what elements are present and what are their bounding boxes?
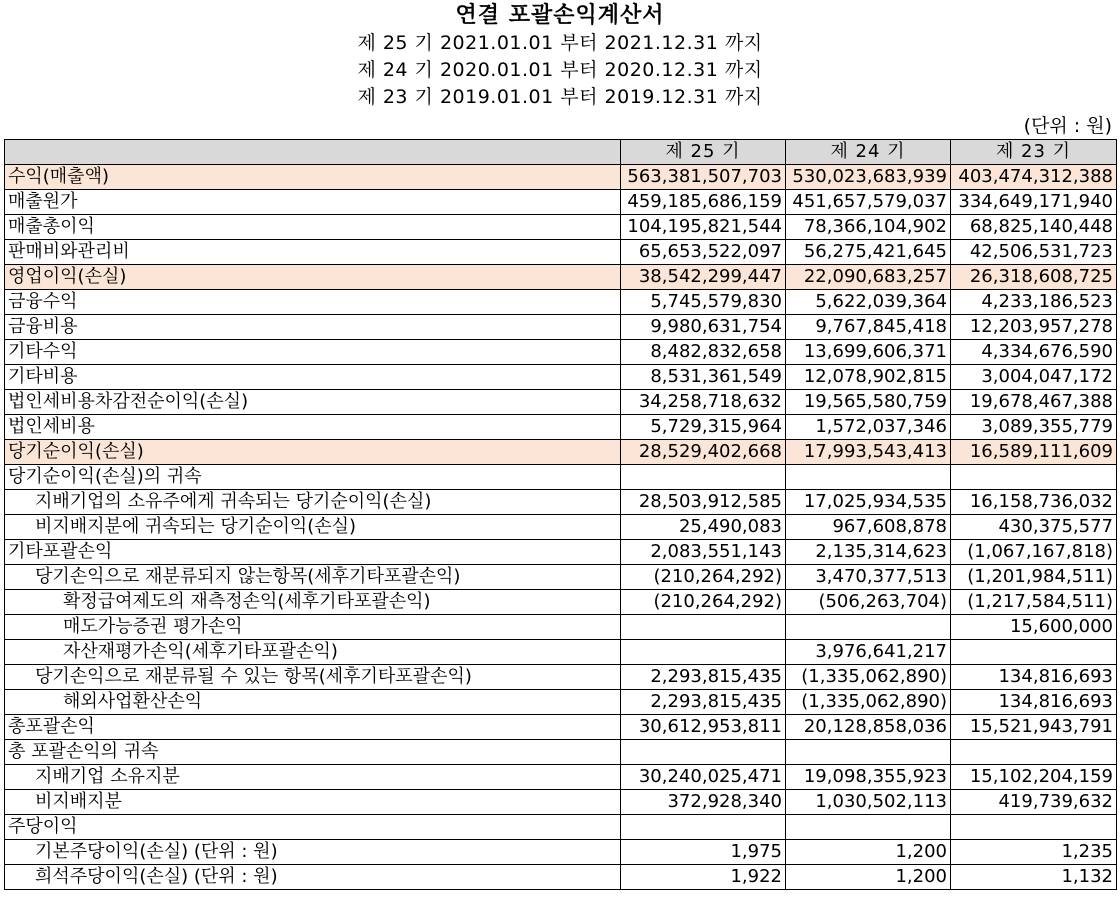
value-period-23: 4,334,676,590 [951, 340, 1117, 365]
value-period-24: 78,366,104,902 [786, 215, 951, 240]
value-period-24: 20,128,858,036 [786, 715, 951, 740]
row-label: 비지배지분 [5, 790, 621, 815]
table-row [5, 190, 1117, 215]
period-line-24: 제 24 기 2020.01.01 부터 2020.12.31 까지 [357, 59, 763, 81]
value-period-23: 68,825,140,448 [951, 215, 1117, 240]
value-period-23: 26,318,608,725 [951, 265, 1117, 290]
table-row [5, 715, 1117, 740]
value-period-23: 4,233,186,523 [951, 290, 1117, 315]
value-period-24: 13,699,606,371 [786, 340, 951, 365]
row-label: 주당이익 [5, 815, 621, 840]
value-period-25: 1,922 [621, 865, 786, 890]
table-row [5, 240, 1117, 265]
value-period-24: 2,135,314,623 [786, 540, 951, 565]
table-row [5, 815, 1117, 840]
table-body [5, 165, 1117, 890]
row-label: 법인세비용차감전순이익(손실) [5, 390, 621, 415]
table-row [5, 215, 1117, 240]
table-row [5, 365, 1117, 390]
value-period-23: 403,474,312,388 [951, 165, 1117, 190]
value-period-23: 15,102,204,159 [951, 765, 1117, 790]
value-period-24: (1,335,062,890) [786, 690, 951, 715]
value-period-25: 372,928,340 [621, 790, 786, 815]
value-period-24: 1,200 [786, 865, 951, 890]
value-period-25: 2,083,551,143 [621, 540, 786, 565]
row-label: 기타비용 [5, 365, 621, 390]
row-label: 확정급여제도의 재측정손익(세후기타포괄손익) [5, 590, 621, 615]
value-period-23: 3,089,355,779 [951, 415, 1117, 440]
value-period-23: (1,201,984,511) [951, 565, 1117, 590]
value-period-23: 419,739,632 [951, 790, 1117, 815]
value-period-25: 25,490,083 [621, 515, 786, 540]
value-period-24: 967,608,878 [786, 515, 951, 540]
row-label: 지배기업 소유지분 [5, 765, 621, 790]
value-period-24: 17,025,934,535 [786, 490, 951, 515]
value-period-24: 19,565,580,759 [786, 390, 951, 415]
table-row [5, 515, 1117, 540]
value-period-23 [951, 640, 1117, 665]
value-period-25: 1,975 [621, 840, 786, 865]
table-row [5, 640, 1117, 665]
value-period-24: 1,200 [786, 840, 951, 865]
value-period-24: 1,572,037,346 [786, 415, 951, 440]
row-label: 해외사업환산손익 [5, 690, 621, 715]
value-period-25: 563,381,507,703 [621, 165, 786, 190]
value-period-25: 2,293,815,435 [621, 690, 786, 715]
value-period-23: (1,217,584,511) [951, 590, 1117, 615]
value-period-25: 34,258,718,632 [621, 390, 786, 415]
value-period-25: 5,745,579,830 [621, 290, 786, 315]
value-period-25 [621, 740, 786, 765]
value-period-24: 19,098,355,923 [786, 765, 951, 790]
table-row [5, 390, 1117, 415]
value-period-23: 15,521,943,791 [951, 715, 1117, 740]
row-label: 희석주당이익(손실) (단위 : 원) [5, 865, 621, 890]
value-period-24: 3,470,377,513 [786, 565, 951, 590]
value-period-23: 12,203,957,278 [951, 315, 1117, 340]
table-row [5, 265, 1117, 290]
row-label: 매출총이익 [5, 215, 621, 240]
value-period-23: 3,004,047,172 [951, 365, 1117, 390]
document-title: 연결 포괄손익계산서 [455, 3, 665, 28]
value-period-23: 16,589,111,609 [951, 440, 1117, 465]
table-row [5, 290, 1117, 315]
header-item [5, 140, 621, 165]
row-label: 수익(매출액) [5, 165, 621, 190]
row-label: 지배기업의 소유주에게 귀속되는 당기순이익(손실) [5, 490, 621, 515]
value-period-23: 334,649,171,940 [951, 190, 1117, 215]
row-label: 매도가능증권 평가손익 [5, 615, 621, 640]
value-period-23: 42,506,531,723 [951, 240, 1117, 265]
value-period-23: (1,067,167,818) [951, 540, 1117, 565]
value-period-24: (1,335,062,890) [786, 665, 951, 690]
row-label: 당기손익으로 재분류될 수 있는 항목(세후기타포괄손익) [5, 665, 621, 690]
table-row [5, 440, 1117, 465]
value-period-24: 9,767,845,418 [786, 315, 951, 340]
value-period-24: 451,657,579,037 [786, 190, 951, 215]
header-period-23: 제 23 기 [951, 140, 1117, 165]
value-period-25: 459,185,686,159 [621, 190, 786, 215]
row-label: 기타포괄손익 [5, 540, 621, 565]
row-label: 당기순이익(손실) [5, 440, 621, 465]
period-line-25: 제 25 기 2021.01.01 부터 2021.12.31 까지 [357, 32, 763, 54]
table-row [5, 540, 1117, 565]
table-row [5, 340, 1117, 365]
table-header-row [5, 140, 1117, 165]
unit-label: (단위 : 원) [1023, 115, 1112, 137]
table-row [5, 615, 1117, 640]
value-period-23 [951, 815, 1117, 840]
table-row [5, 165, 1117, 190]
value-period-25: (210,264,292) [621, 565, 786, 590]
value-period-23 [951, 740, 1117, 765]
row-label: 당기순이익(손실)의 귀속 [5, 465, 621, 490]
value-period-24: 17,993,543,413 [786, 440, 951, 465]
value-period-25: 104,195,821,544 [621, 215, 786, 240]
table-row [5, 765, 1117, 790]
value-period-24: 1,030,502,113 [786, 790, 951, 815]
value-period-23: 1,132 [951, 865, 1117, 890]
income-statement-table [4, 139, 1117, 890]
row-label: 총 포괄손익의 귀속 [5, 740, 621, 765]
value-period-25: 30,240,025,471 [621, 765, 786, 790]
header-period-25: 제 25 기 [621, 140, 786, 165]
row-label: 판매비와관리비 [5, 240, 621, 265]
value-period-24 [786, 465, 951, 490]
value-period-25 [621, 465, 786, 490]
row-label: 영업이익(손실) [5, 265, 621, 290]
value-period-23: 15,600,000 [951, 615, 1117, 640]
value-period-25: 38,542,299,447 [621, 265, 786, 290]
value-period-24 [786, 615, 951, 640]
table-row [5, 490, 1117, 515]
value-period-25 [621, 615, 786, 640]
row-label: 매출원가 [5, 190, 621, 215]
value-period-25: 28,529,402,668 [621, 440, 786, 465]
value-period-24 [786, 740, 951, 765]
table-row [5, 790, 1117, 815]
value-period-25: (210,264,292) [621, 590, 786, 615]
period-line-23: 제 23 기 2019.01.01 부터 2019.12.31 까지 [357, 86, 763, 108]
row-label: 당기손익으로 재분류되지 않는항목(세후기타포괄손익) [5, 565, 621, 590]
row-label: 총포괄손익 [5, 715, 621, 740]
row-label: 비지배지분에 귀속되는 당기순이익(손실) [5, 515, 621, 540]
table-row [5, 590, 1117, 615]
value-period-24: 56,275,421,645 [786, 240, 951, 265]
value-period-23: 1,235 [951, 840, 1117, 865]
value-period-23 [951, 465, 1117, 490]
value-period-24: (506,263,704) [786, 590, 951, 615]
value-period-24: 22,090,683,257 [786, 265, 951, 290]
value-period-23: 19,678,467,388 [951, 390, 1117, 415]
value-period-25: 65,653,522,097 [621, 240, 786, 265]
value-period-25 [621, 640, 786, 665]
row-label: 법인세비용 [5, 415, 621, 440]
value-period-25 [621, 815, 786, 840]
value-period-25: 9,980,631,754 [621, 315, 786, 340]
table-row [5, 565, 1117, 590]
value-period-25: 30,612,953,811 [621, 715, 786, 740]
value-period-25: 8,482,832,658 [621, 340, 786, 365]
value-period-24: 530,023,683,939 [786, 165, 951, 190]
row-label: 기본주당이익(손실) (단위 : 원) [5, 840, 621, 865]
value-period-24 [786, 815, 951, 840]
table-row [5, 865, 1117, 890]
value-period-24: 3,976,641,217 [786, 640, 951, 665]
value-period-23: 134,816,693 [951, 665, 1117, 690]
row-label: 기타수익 [5, 340, 621, 365]
value-period-23: 134,816,693 [951, 690, 1117, 715]
table-row [5, 690, 1117, 715]
value-period-25: 28,503,912,585 [621, 490, 786, 515]
value-period-25: 5,729,315,964 [621, 415, 786, 440]
value-period-25: 8,531,361,549 [621, 365, 786, 390]
value-period-24: 5,622,039,364 [786, 290, 951, 315]
row-label: 금융수익 [5, 290, 621, 315]
table-row [5, 415, 1117, 440]
table-row [5, 465, 1117, 490]
value-period-24: 12,078,902,815 [786, 365, 951, 390]
value-period-23: 430,375,577 [951, 515, 1117, 540]
table-row [5, 740, 1117, 765]
value-period-23: 16,158,736,032 [951, 490, 1117, 515]
row-label: 자산재평가손익(세후기타포괄손익) [5, 640, 621, 665]
header-period-24: 제 24 기 [786, 140, 951, 165]
table-row [5, 665, 1117, 690]
table-row [5, 315, 1117, 340]
value-period-25: 2,293,815,435 [621, 665, 786, 690]
table-row [5, 840, 1117, 865]
row-label: 금융비용 [5, 315, 621, 340]
